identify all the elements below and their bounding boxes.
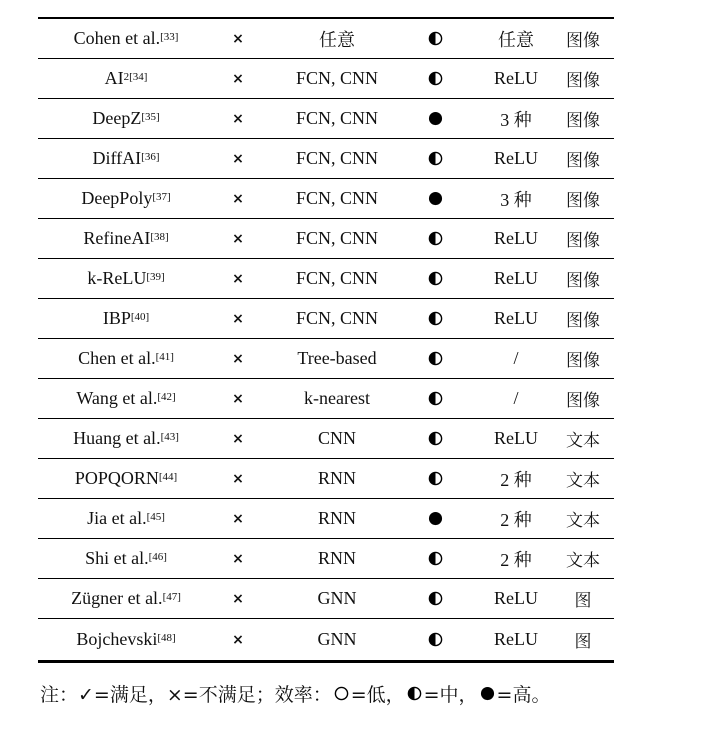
half-circle-icon: [428, 431, 443, 446]
table-row: [38, 419, 614, 459]
method-ref: [44]: [158, 470, 178, 483]
method-ref: [42]: [157, 390, 176, 403]
domain-cell: 图像: [566, 351, 600, 371]
half-circle-icon: [428, 591, 443, 606]
efficiency-cell: [412, 179, 458, 218]
complete-cell: ×: [232, 150, 244, 167]
method-name: Bojchevski: [76, 629, 158, 649]
complete-cell: ×: [232, 230, 244, 247]
half-circle-icon: [428, 231, 443, 246]
method-name: DeepPoly: [81, 188, 153, 208]
half-circle-icon: [428, 151, 443, 166]
complete-cell: ×: [232, 590, 244, 607]
method-cell: [38, 459, 214, 498]
method-name: DeepZ: [92, 108, 142, 128]
note-cross: ×=不满足；效率：: [166, 684, 332, 706]
domain-cell: 文本: [566, 431, 600, 451]
complete-cell: ×: [232, 390, 244, 407]
domain-cell: 图像: [566, 31, 600, 51]
efficiency-cell: [412, 539, 458, 578]
method-name: AI: [104, 68, 124, 88]
comparison-table: [38, 17, 614, 663]
efficiency-cell: [412, 219, 458, 258]
complete-cell: ×: [232, 510, 244, 527]
domain-cell: 图: [574, 632, 592, 652]
domain-cell: 文本: [566, 551, 600, 571]
method-name: Cohen et al.: [73, 28, 161, 48]
method-cell: [38, 19, 214, 58]
table-row: [38, 19, 614, 59]
activation-cell: ReLU: [494, 308, 538, 328]
domain-cell: 图像: [566, 391, 600, 411]
method-cell: [38, 499, 214, 538]
method-cell: [38, 99, 214, 138]
method-ref: [38]: [150, 230, 169, 243]
efficiency-cell: [412, 419, 458, 458]
method-ref: [47]: [162, 590, 181, 603]
activation-cell: ReLU: [494, 68, 538, 88]
method-ref: [48]: [157, 631, 176, 644]
activation-cell: ReLU: [494, 268, 538, 288]
method-cell: [38, 539, 214, 578]
table-note: [40, 680, 550, 707]
half-circle-icon: [428, 471, 443, 486]
efficiency-cell: [412, 259, 458, 298]
method-ref: 2[34]: [123, 70, 148, 83]
method-ref: [39]: [146, 270, 165, 283]
efficiency-cell: [412, 499, 458, 538]
domain-cell: 文本: [566, 471, 600, 491]
method-cell: [38, 579, 214, 618]
table-row: [38, 59, 614, 99]
method-name: RefineAI: [83, 228, 151, 248]
note-prefix: 注：: [40, 684, 79, 706]
half-circle-icon: [428, 31, 443, 46]
efficiency-cell: [412, 299, 458, 338]
method-cell: [38, 619, 214, 660]
model-cell: FCN, CNN: [295, 148, 379, 168]
efficiency-cell: [412, 99, 458, 138]
half-circle-icon: [428, 271, 443, 286]
table-row: [38, 219, 614, 259]
method-name: Wang et al.: [76, 388, 158, 408]
efficiency-cell: [412, 59, 458, 98]
full-circle-icon: [428, 111, 443, 126]
method-cell: [38, 179, 214, 218]
model-cell: k-nearest: [304, 388, 370, 408]
method-name: k-ReLU: [87, 268, 147, 288]
method-cell: [38, 139, 214, 178]
method-ref: [37]: [152, 190, 171, 203]
complete-cell: ×: [232, 70, 244, 87]
efficiency-cell: [412, 139, 458, 178]
full-circle-icon: [428, 191, 443, 206]
bottom-rule: [38, 660, 614, 663]
half-circle-icon: [428, 351, 443, 366]
efficiency-cell: [412, 19, 458, 58]
activation-cell: /: [513, 388, 519, 408]
table-row: [38, 259, 614, 299]
domain-cell: 图像: [566, 191, 600, 211]
table-row: [38, 579, 614, 619]
table-row: [38, 619, 614, 660]
method-name: POPQORN: [74, 468, 159, 488]
model-cell: FCN, CNN: [295, 308, 379, 328]
model-cell: FCN, CNN: [295, 68, 379, 88]
domain-cell: 图像: [566, 271, 600, 291]
note-high: =高。: [496, 684, 551, 706]
model-cell: Tree-based: [297, 348, 377, 368]
model-cell: GNN: [317, 629, 357, 649]
method-name: DiffAI: [92, 148, 142, 168]
table-row: [38, 179, 614, 219]
activation-cell: 任意: [498, 29, 534, 50]
table-row: [38, 499, 614, 539]
method-cell: [38, 59, 214, 98]
model-cell: 任意: [319, 29, 355, 50]
complete-cell: ×: [232, 110, 244, 127]
model-cell: FCN, CNN: [295, 108, 379, 128]
method-name: Chen et al.: [78, 348, 156, 368]
domain-cell: 图像: [566, 311, 600, 331]
domain-cell: 图像: [566, 111, 600, 131]
half-circle-icon: [428, 391, 443, 406]
model-cell: RNN: [317, 468, 356, 488]
half-circle-icon: [407, 686, 422, 701]
complete-cell: ×: [232, 190, 244, 207]
activation-cell: ReLU: [494, 228, 538, 248]
method-ref: [46]: [148, 550, 167, 563]
method-cell: [38, 339, 214, 378]
efficiency-cell: [412, 379, 458, 418]
note-check: ✓=满足，: [78, 684, 167, 706]
complete-cell: ×: [232, 310, 244, 327]
complete-cell: ×: [232, 350, 244, 367]
domain-cell: 图像: [566, 151, 600, 171]
complete-cell: ×: [232, 550, 244, 567]
activation-cell: 3 种: [500, 189, 532, 210]
empty-circle-icon: [334, 686, 349, 701]
model-cell: RNN: [317, 548, 356, 568]
complete-cell: ×: [232, 30, 244, 47]
half-circle-icon: [428, 632, 443, 647]
domain-cell: 图: [574, 591, 592, 611]
activation-cell: ReLU: [494, 588, 538, 608]
note-low: =低，: [350, 684, 405, 706]
method-cell: [38, 219, 214, 258]
table-body: [38, 19, 614, 660]
complete-cell: ×: [232, 430, 244, 447]
method-name: Jia et al.: [87, 508, 147, 528]
method-ref: [45]: [146, 510, 165, 523]
activation-cell: ReLU: [494, 428, 538, 448]
full-circle-icon: [480, 686, 495, 701]
method-name: Shi et al.: [85, 548, 149, 568]
activation-cell: 2 种: [500, 469, 532, 490]
table-row: [38, 299, 614, 339]
efficiency-cell: [412, 459, 458, 498]
method-cell: [38, 259, 214, 298]
method-ref: [35]: [141, 110, 160, 123]
table-row: [38, 139, 614, 179]
full-circle-icon: [428, 511, 443, 526]
method-ref: [40]: [130, 310, 150, 323]
model-cell: FCN, CNN: [295, 268, 379, 288]
half-circle-icon: [428, 311, 443, 326]
method-cell: [38, 419, 214, 458]
efficiency-cell: [412, 339, 458, 378]
note-mid: =中，: [423, 684, 478, 706]
table-row: [38, 539, 614, 579]
table-row: [38, 99, 614, 139]
half-circle-icon: [428, 551, 443, 566]
complete-cell: ×: [232, 631, 244, 648]
complete-cell: ×: [232, 270, 244, 287]
domain-cell: 图像: [566, 231, 600, 251]
activation-cell: ReLU: [494, 629, 538, 649]
model-cell: RNN: [317, 508, 356, 528]
table-row: [38, 339, 614, 379]
method-name: Zügner et al.: [71, 588, 163, 608]
table-row: [38, 379, 614, 419]
model-cell: CNN: [317, 428, 356, 448]
method-name: Huang et al.: [73, 428, 161, 448]
activation-cell: 2 种: [500, 509, 532, 530]
table-row: [38, 459, 614, 499]
activation-cell: 2 种: [500, 549, 532, 570]
method-ref: [41]: [155, 350, 174, 363]
model-cell: FCN, CNN: [295, 188, 379, 208]
method-cell: [38, 379, 214, 418]
efficiency-cell: [412, 579, 458, 618]
domain-cell: 文本: [566, 511, 600, 531]
complete-cell: ×: [232, 470, 244, 487]
activation-cell: 3 种: [500, 109, 532, 130]
method-ref: [33]: [160, 30, 179, 43]
efficiency-cell: [412, 619, 458, 660]
method-ref: [43]: [160, 430, 179, 443]
half-circle-icon: [428, 71, 443, 86]
domain-cell: 图像: [566, 71, 600, 91]
model-cell: FCN, CNN: [295, 228, 379, 248]
model-cell: GNN: [317, 588, 357, 608]
method-cell: [38, 299, 214, 338]
method-ref: [36]: [141, 150, 160, 163]
method-name: IBP: [102, 308, 131, 328]
activation-cell: /: [513, 348, 519, 368]
activation-cell: ReLU: [494, 148, 538, 168]
